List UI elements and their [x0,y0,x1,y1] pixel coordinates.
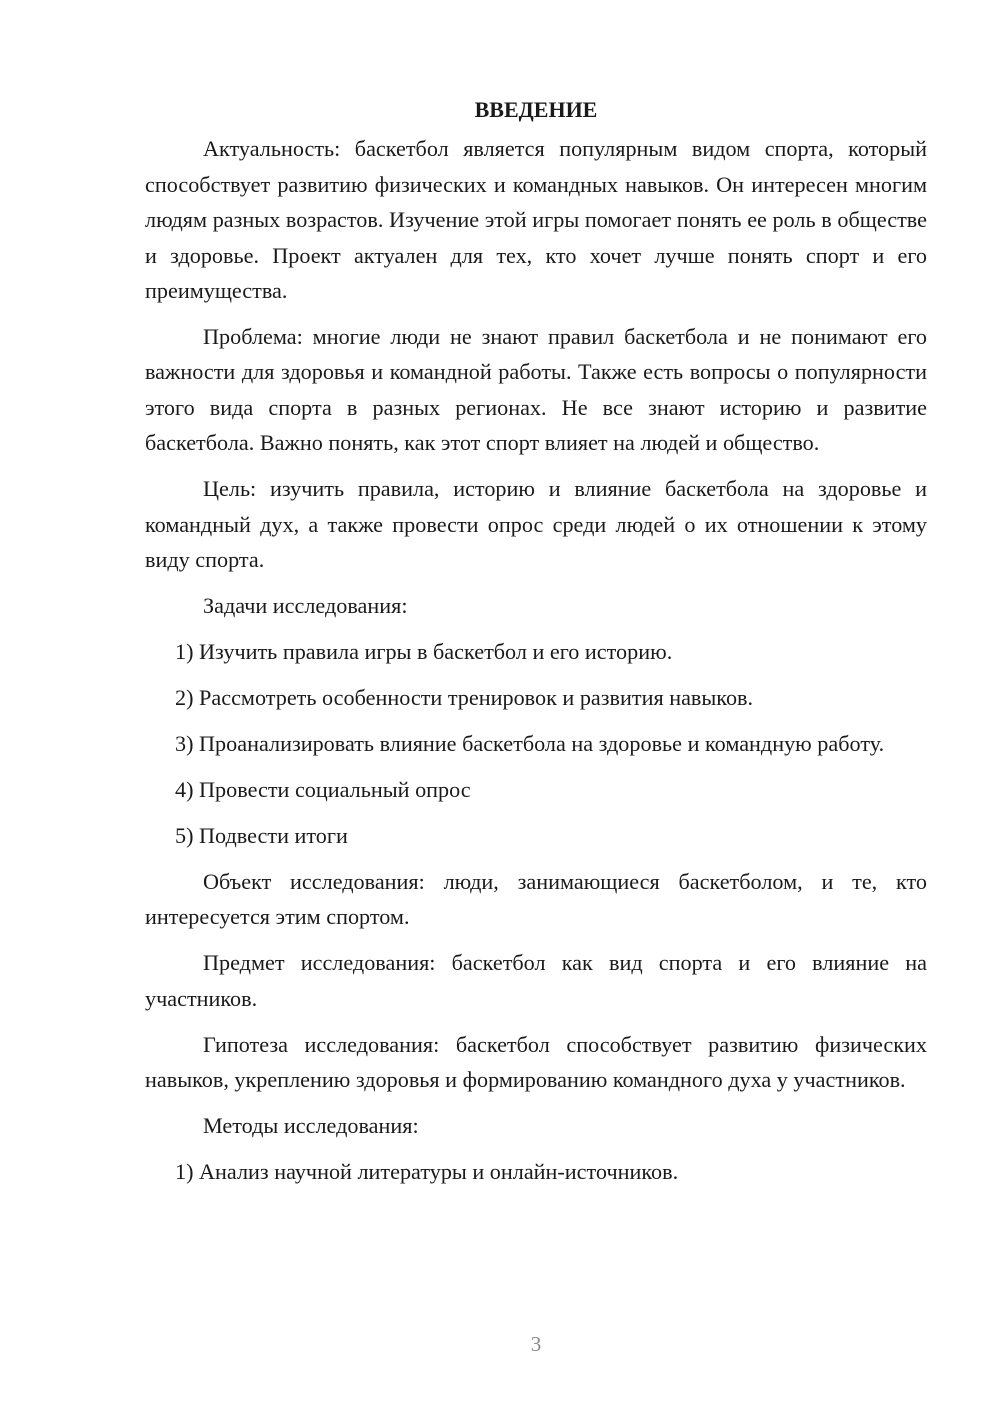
hypothesis-paragraph: Гипотеза исследования: баскетбол способствует развитию физических навыков, укреплению здоровья и формированию командного духа у участников. [145,1031,927,1093]
document-page [145,92,927,1200]
tasks-heading: Задачи исследования: [203,593,408,619]
task-item-2: 2) Рассмотреть особенности тренировок и развития навыков. [175,685,754,711]
task-item-5: 5) Подвести итоги [175,823,348,849]
methods-heading: Методы исследования: [203,1113,419,1139]
task-item-4: 4) Провести социальный опрос [175,777,471,803]
relevance-paragraph: Актуальность: баскетбол является популярным видом спорта, который способствует развитию физических и командных навыков. Он интересен многим людям разных возрастов. Изучение этой игры помогает понять ее роль в обществе и здоровье. Проект актуален для тех, кто хочет лучше понять спорт и его преимущества. [145,136,927,304]
subject-paragraph: Предмет исследования: баскетбол как вид спорта и его влияние на участников. [145,950,927,1011]
object-paragraph: Объект исследования: люди, занимающиеся баскетболом, и те, кто интересуется этим спортом. [145,869,927,930]
task-item-3: 3) Проанализировать влияние баскетбола на здоровье и командную работу. [175,731,885,757]
problem-paragraph: Проблема: многие люди не знают правил баскетбола и не понимают его важности для здоровья и командной работы. Также есть вопросы о популярности этого вида спорта в разных регионах. Не все знают историю и развитие баскетбола. Важно понять, как этот спорт влияет на людей и общество. [145,324,927,456]
page-title: ВВЕДЕНИЕ [474,97,598,122]
task-item-1: 1) Изучить правила игры в баскетбол и его историю. [175,639,673,665]
page-number: 3 [530,1332,542,1356]
method-item-1: 1) Анализ научной литературы и онлайн-источников. [175,1159,679,1185]
goal-paragraph: Цель: изучить правила, историю и влияние баскетбола на здоровье и командный дух, а также провести опрос среди людей о их отношении к этому виду спорта. [145,476,927,573]
